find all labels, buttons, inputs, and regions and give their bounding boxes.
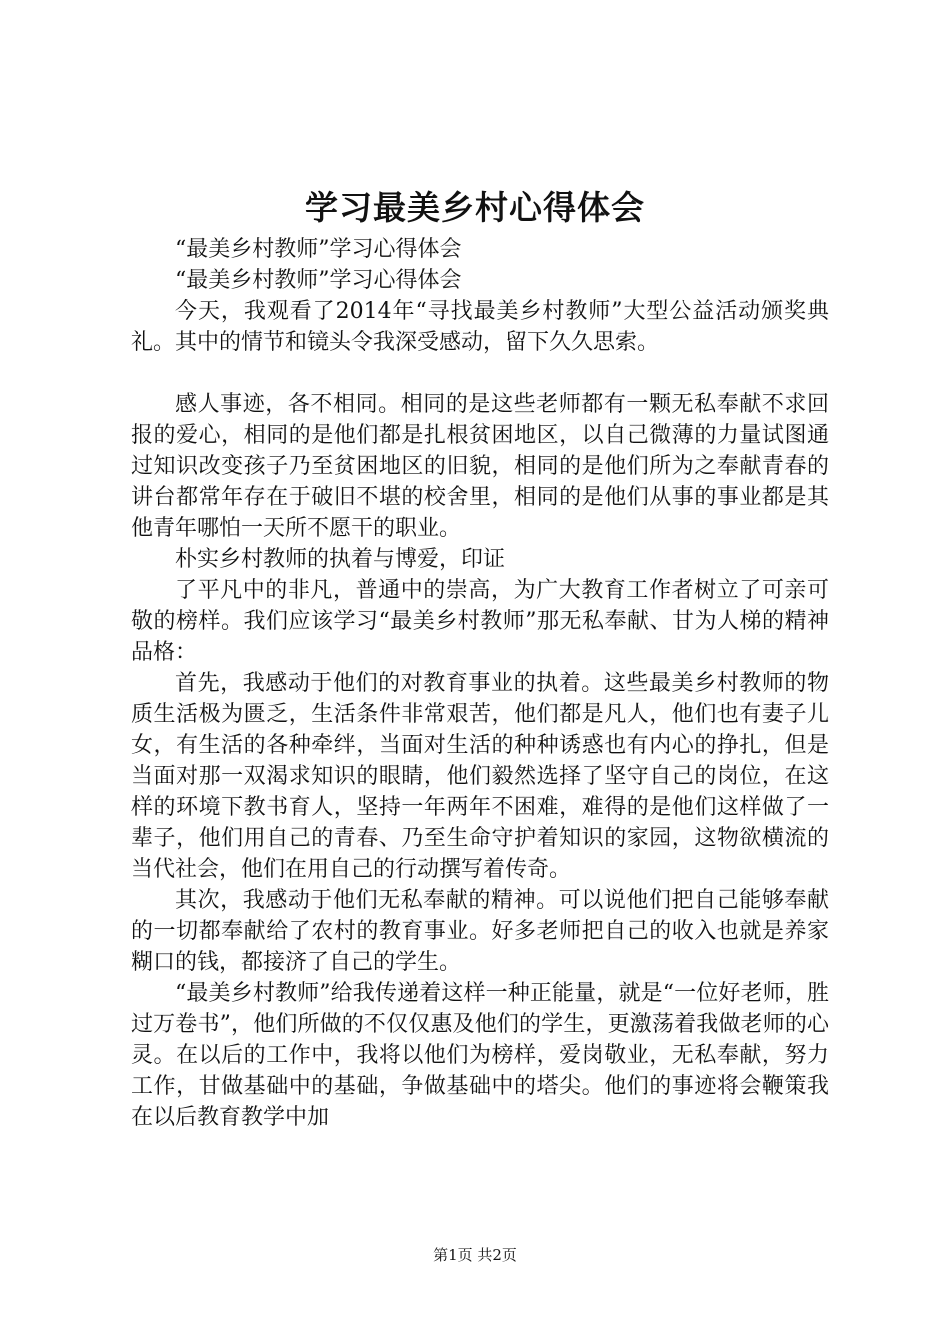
subtitle-line: “最美乡村教师”学习心得体会 (175, 237, 462, 262)
body-paragraph: 首先，我感动于他们的对教育事业的执着。这些最美乡村教师的物质生活极为匮乏，生活条件非常艰苦，他们都是凡人，他们也有妻子儿女，有生活的各种牵绊，当面对生活的种种诱惑也有内心的挣扎，但是当面对那一双渴求知识的眼睛，他们毅然选择了坚守自己的岗位，在这样的环境下教书育人，坚持一年两年不困难，难得的是他们这样做了一辈子，他们用自己的青春、乃至生命守护着知识的家园，这物欲横流的当代社会，他们在用自己的行动撰写着传奇。 (131, 671, 829, 882)
document-title: 学习最美乡村心得体会 (305, 188, 645, 227)
body-paragraph: 朴实乡村教师的执着与博爱，印证 (175, 547, 506, 572)
body-paragraph: 其次，我感动于他们无私奉献的精神。可以说他们把自己能够奉献的一切都奉献给了农村的教育事业。好多老师把自己的收入也就是养家糊口的钱，都接济了自己的学生。 (131, 888, 829, 975)
subtitle-line: “最美乡村教师”学习心得体会 (175, 268, 462, 293)
body-paragraph: 今天，我观看了2014年“寻找最美乡村教师”大型公益活动颁奖典礼。其中的情节和镜头令我深受感动，留下久久思索。 (131, 299, 829, 355)
body-paragraph: 感人事迹，各不相同。相同的是这些老师都有一颗无私奉献不求回报的爱心，相同的是他们都是扎根贫困地区，以自己微薄的力量试图通过知识改变孩子乃至贫困地区的旧貌，相同的是他们所为之奉献青春的讲台都常年存在于破旧不堪的校舍里，相同的是他们从事的事业都是其他青年哪怕一天所不愿干的职业。 (131, 392, 829, 541)
page-number-footer: 第1页 共2页 (433, 1246, 517, 1264)
document-body (131, 234, 829, 1133)
body-paragraph: 了平凡中的非凡，普通中的崇高，为广大教育工作者树立了可亲可敬的榜样。我们应该学习“最美乡村教师”那无私奉献、甘为人梯的精神品格： (131, 578, 829, 665)
body-paragraph: “最美乡村教师”给我传递着这样一种正能量，就是“一位好老师，胜过万卷书”，他们所做的不仅仅惠及他们的学生，更激荡着我做老师的心灵。在以后的工作中，我将以他们为榜样，爱岗敬业，无私奉献，努力工作，甘做基础中的基础，争做基础中的塔尖。他们的事迹将会鞭策我在以后教育教学中加 (131, 981, 829, 1130)
